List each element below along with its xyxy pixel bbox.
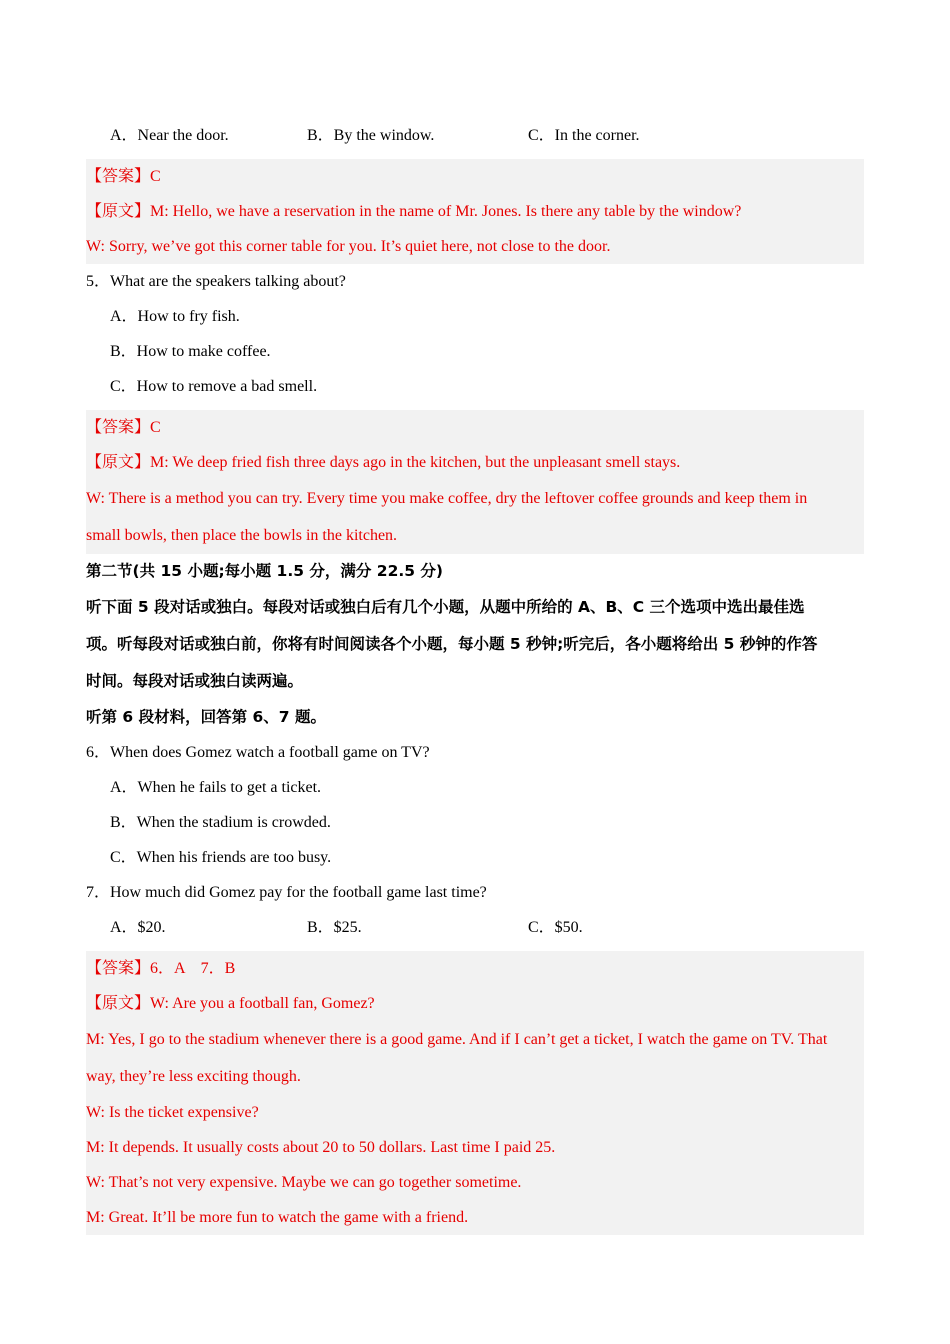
- option-b: B．When the stadium is crowded.: [110, 814, 331, 831]
- option-a: A．When he fails to get a ticket.: [110, 779, 322, 796]
- option-c: C．In the corner.: [528, 127, 640, 144]
- script-line: W: Sorry, we’ve got this corner table for you. It’s quiet here, not close to the door.: [86, 238, 611, 255]
- script-line: way, they’re less exciting though.: [86, 1068, 301, 1085]
- section-heading: 第二节(共 15 小题;每小题 1.5 分，满分 22.5 分): [86, 562, 444, 580]
- option-a: A．Near the door.: [110, 127, 229, 144]
- document-page: [86, 118, 864, 1235]
- material-heading: 听第 6 段材料，回答第 6、7 题。: [86, 708, 326, 726]
- answer-line: 【答案】6．A 7．B: [86, 960, 236, 977]
- script-line: 【原文】M: Hello, we have a reservation in the name of Mr. Jones. Is there any table by the window?: [86, 203, 742, 220]
- script-line: W: There is a method you can try. Every time you make coffee, dry the leftover coffee grounds and keep them in: [86, 490, 808, 507]
- script-line: 【原文】W: Are you a football fan, Gomez?: [86, 995, 375, 1012]
- q4-options: [86, 118, 864, 153]
- question-6: 6．When does Gomez watch a football game on TV?: [86, 744, 430, 761]
- option-a: A．$20.: [110, 919, 166, 936]
- script-line: M: Great. It’ll be more fun to watch the game with a friend.: [86, 1209, 469, 1226]
- option-b: B．$25.: [307, 919, 362, 936]
- q4-answer-box: [86, 159, 864, 264]
- answer-line: 【答案】C: [86, 168, 161, 185]
- script-line: 【原文】M: We deep fried fish three days ago in the kitchen, but the unpleasant smell stays.: [86, 454, 681, 471]
- question-7: 7．How much did Gomez pay for the football game last time?: [86, 884, 487, 901]
- option-b: B．By the window.: [307, 127, 435, 144]
- instruction-line: 时间。每段对话或独白读两遍。: [86, 672, 304, 690]
- q7-options: [86, 910, 864, 945]
- script-line: M: It depends. It usually costs about 20 to 50 dollars. Last time I paid 25.: [86, 1139, 556, 1156]
- instruction-line: 项。听每段对话或独白前，你将有时间阅读各个小题，每小题 5 秒钟;听完后，各小题将给出 5 秒钟的作答: [86, 635, 818, 653]
- q5-answer-box: [86, 410, 864, 554]
- option-c: C．How to remove a bad smell.: [110, 378, 318, 395]
- option-c: C．When his friends are too busy.: [110, 849, 332, 866]
- script-line: small bowls, then place the bowls in the kitchen.: [86, 527, 398, 544]
- script-line: W: That’s not very expensive. Maybe we can go together sometime.: [86, 1174, 522, 1191]
- question-5: 5．What are the speakers talking about?: [86, 273, 346, 290]
- option-b: B．How to make coffee.: [110, 343, 271, 360]
- script-line: M: Yes, I go to the stadium whenever there is a good game. And if I can’t get a ticket, I watch the game on TV. That: [86, 1031, 828, 1048]
- option-c: C．$50.: [528, 919, 583, 936]
- option-a: A．How to fry fish.: [110, 308, 240, 325]
- instruction-line: 听下面 5 段对话或独白。每段对话或独白后有几个小题，从题中所给的 A、B、C 三个选项中选出最佳选: [86, 598, 805, 616]
- script-line: W: Is the ticket expensive?: [86, 1104, 259, 1121]
- answer-line: 【答案】C: [86, 419, 161, 436]
- q67-answer-box: [86, 951, 864, 1235]
